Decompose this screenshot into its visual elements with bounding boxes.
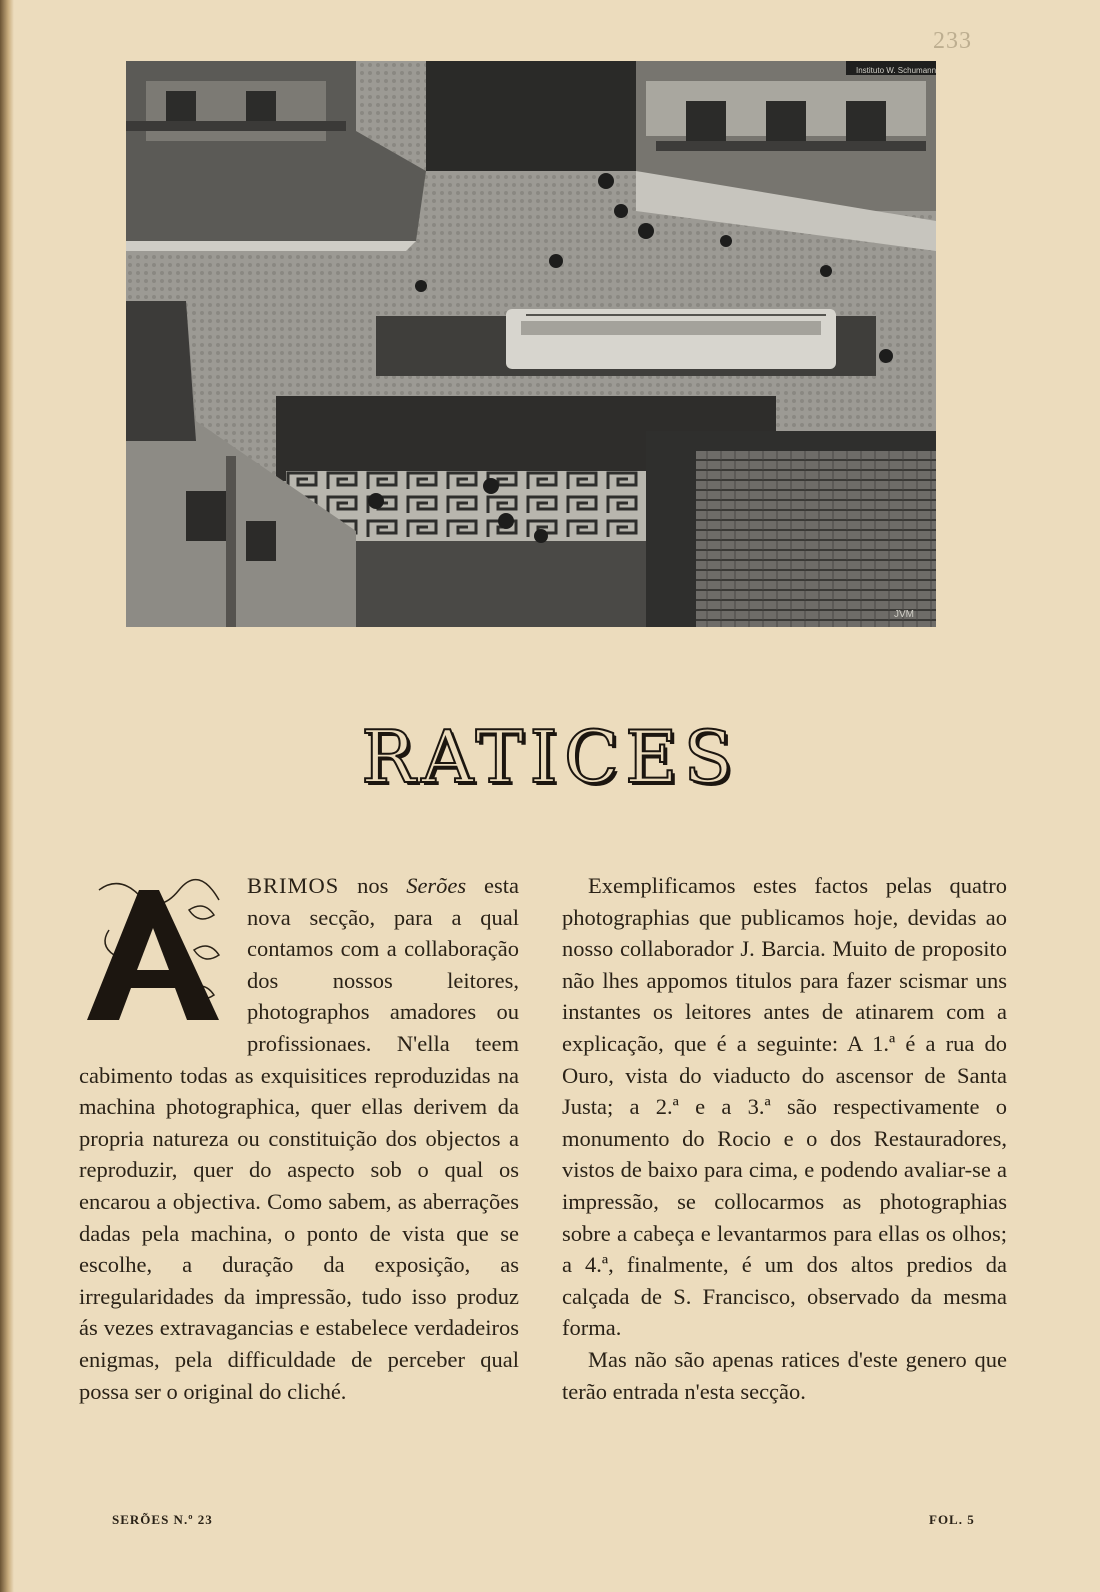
left-column (79, 870, 519, 1407)
street-photo-illustration (126, 61, 936, 627)
footer-issue: SERÕES N.º 23 (112, 1512, 213, 1527)
left-paragraph (79, 870, 519, 1407)
shop-sign-text: Instituto W. Schumann (856, 66, 936, 75)
street-photograph (126, 61, 936, 627)
photo-signature: JVM (894, 609, 914, 620)
left-text-part1: nos (339, 873, 407, 898)
right-paragraph-1: Exemplificamos estes factos pelas quatro photographias que publicamos hoje, devidas ao nosso collaborador J. Barcia. Muito de proposito não lhes appomos titulos para fazer scismar uns instantes os leitores antes de atinarem com a explicação, que é a seguinte: A 1.ª é a rua do Ouro, vista do viaducto do ascensor de Santa Justa; a 2.ª e a 3.ª são respectivamente o monumento do Rocio e o dos Restauradores, vistos de baixo para cima, e podendo avaliar-se a impressão, se collocarmos as photographias sobre a cabeça e levantarmos para ellas os olhos; a 4.ª, finalmente, é um dos altos predios da calçada de S. Francisco, observado da mesma forma. (562, 873, 1007, 1341)
right-paragraph-2: Mas não são apenas ratices d'este genero que terão entrada n'esta secção. (562, 1346, 1007, 1404)
left-text-part2: esta nova secção, para a qual contamos com a collaboração dos nossos leitores, photographos amadores ou profissionaes. N'ella teem cabimento todas as exquisitices reproduzidas na machina photographica, quer ellas derivem da propria natureza ou constituição dos objectos a reproduzir, quer do aspecto sob o qual os encarou a objectiva. Como sabem, as aberrações dadas pela machina, o ponto de vista que se escolhe, a duração da exposição, as irregularidades da impressão, tudo isso produz ás vezes extravagancias e estabelece verdadeiros enigmas, pela difficuldade de perceber qual possa ser o original do cliché. (79, 873, 519, 1404)
section-heading (0, 715, 1100, 799)
drop-cap-letter: A (152, 966, 154, 967)
right-column (562, 870, 1007, 1407)
magazine-title: Serões (406, 873, 467, 898)
footer-folio: FOL. 5 (929, 1512, 975, 1527)
opening-word: BRIMOS (247, 873, 340, 898)
ornamental-drop-cap (79, 870, 239, 1030)
heading-text: RATICES (361, 715, 739, 799)
page-number: 233 (933, 28, 972, 54)
